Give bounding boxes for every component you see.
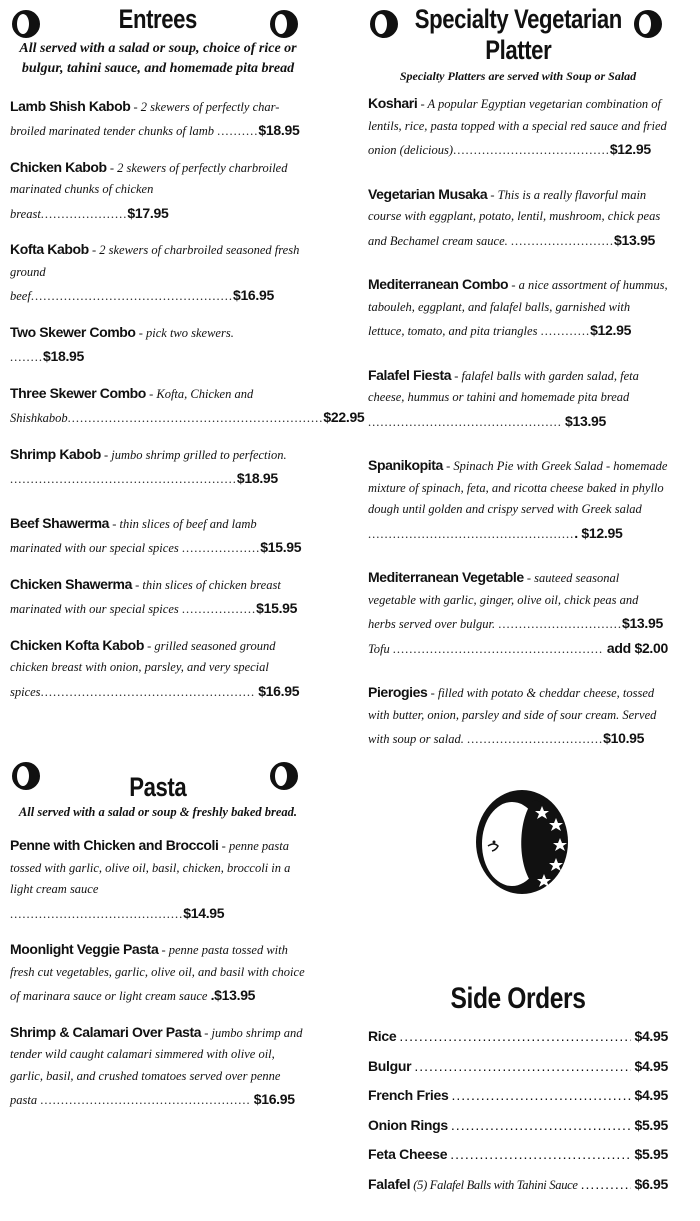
side-item — [368, 1028, 668, 1058]
menu-item: Koshari - A popular Egyptian vegetarian combination of lentils, rice, pasta topped with a special red sauce and fried onion (delicious)......................................$12.95 — [368, 95, 667, 158]
sides-list — [368, 1028, 668, 1205]
pasta-subtitle: All served with a salad or soup & freshly baked bread. — [18, 805, 298, 820]
side-item-name: Onion Rings — [368, 1116, 448, 1133]
item-price: $12.95 — [609, 141, 651, 158]
side-item — [368, 1146, 668, 1176]
item-price: $15.95 — [256, 600, 298, 617]
side-item-price: $6.95 — [634, 1175, 668, 1192]
item-description: - falafel balls with garden salad, feta cheese, hummus or tahini and homemade pita bread — [368, 368, 639, 405]
item-name: Koshari — [368, 95, 418, 112]
item-name: Mediterranean Vegetable — [368, 569, 524, 586]
item-name: Kofta Kabob — [10, 241, 89, 258]
pasta-section — [10, 760, 306, 1112]
item-name: Chicken Shawerma — [10, 575, 132, 592]
item-description: - penne pasta tossed with garlic, olive oil, basil, chicken, broccoli in a light cream sauce — [10, 839, 291, 897]
item-description: - jumbo shrimp grilled to perfection. — [100, 447, 287, 462]
item-price: $22.95 — [323, 409, 365, 426]
item-description: - A popular Egyptian vegetarian combination of lentils, rice, pasta topped with a special red sauce and fried onion (delicious) — [368, 97, 667, 158]
item-name: Vegetarian Musaka — [368, 185, 488, 202]
menu-item: Beef Shawerma - thin slices of beef and lamb marinated with our special spices ...................$15.95 — [10, 514, 302, 556]
item-price: $18.95 — [258, 122, 300, 139]
side-item-price: $5.95 — [634, 1146, 668, 1162]
item-name: Shrimp Kabob — [10, 445, 101, 462]
side-item-price: $4.95 — [634, 1087, 668, 1103]
item-name: Two Skewer Combo — [10, 323, 136, 340]
entrees-subtitle: All served with a salad or soup, choice of rice or bulgur, tahini sauce, and homemade pita bread — [19, 41, 297, 77]
item-price: $16.95 — [232, 287, 274, 304]
item-description: - thin slices of chicken breast marinated with our special spices — [10, 577, 281, 617]
item-description: - Kofta, Chicken and Shishkabob — [10, 386, 254, 426]
side-item-price: $5.95 — [634, 1116, 668, 1133]
item-name: Moonlight Veggie Pasta — [10, 941, 159, 958]
item-price: $17.95 — [127, 204, 169, 221]
pasta-title: Pasta — [129, 772, 187, 802]
menu-item: Shrimp & Calamari Over Pasta - jumbo shrimp and tender wild caught calamari simmered with olive oil, garlic, basil, and crushed tomatoes served over penne pasta ................................................... $16.95 — [10, 1023, 303, 1108]
menu-item: Shrimp Kabob - jumbo shrimp grilled to perfection. .......................................................$18.95 — [10, 445, 287, 487]
menu-item: Chicken Kabob - 2 skewers of perfectly charbroiled marinated chunks of chicken breast.....................$17.95 — [10, 158, 288, 221]
item-description: - jumbo shrimp and tender wild caught calamari simmered with olive oil, garlic, basil, and crushed tomatoes served over penne pasta — [10, 1025, 303, 1108]
item-description: - a nice assortment of hummus, tabouleh, eggplant, and falafel balls, garnished with lettuce, tomato, and pita triangles — [368, 278, 668, 339]
moon-icon — [12, 10, 40, 38]
moon-icon — [270, 10, 298, 38]
menu-item: Penne with Chicken and Broccoli - penne pasta tossed with garlic, olive oil, basil, chicken, broccoli in a light cream sauce ..........................................$14.95 — [10, 837, 291, 921]
entrees-title: Entrees — [118, 4, 198, 34]
item-price: $13.95 — [565, 412, 607, 429]
side-item — [368, 1087, 668, 1117]
side-item-name: Bulgur — [368, 1057, 412, 1074]
menu-item: Mediterranean Combo - a nice assortment of hummus, tabouleh, eggplant, and falafel balls, garnished with lettuce, tomato, and pita triangles ............$12.95 — [368, 276, 668, 339]
item-price: $13.95 — [621, 615, 663, 632]
side-item-name: Falafel — [368, 1175, 411, 1192]
entrees-section — [10, 4, 365, 703]
moon-icon — [370, 10, 398, 38]
item-name: Beef Shawerma — [10, 514, 110, 531]
item-description: - grilled seasoned ground chicken breast with onion, parsley, and very special spices — [10, 638, 276, 699]
item-name: Lamb Shish Kabob — [10, 97, 131, 114]
menu-item: Three Skewer Combo - Kofta, Chicken and Shishkabob..............................................................$22.95 — [10, 384, 365, 426]
menu-item: Lamb Shish Kabob - 2 skewers of perfectly char-broiled marinated tender chunks of lamb ..........$18.95 — [10, 97, 300, 139]
item-price: $16.95 — [253, 1091, 295, 1108]
menu-item — [10, 937, 306, 1008]
vegetarian-header — [368, 4, 668, 66]
side-item-note: (5) Falafel Balls with Tahini Sauce — [413, 1177, 578, 1192]
vegetarian-title-line2: Platter — [484, 35, 552, 66]
item-description: - Spinach Pie with Greek Salad - homemade mixture of spinach, feta, and ricotta cheese baked in phyllo dough until golden and crispy served with Greek salad — [368, 459, 668, 517]
menu-item: Chicken Shawerma - thin slices of chicken breast marinated with our special spices ..................$15.95 — [10, 575, 298, 617]
menu-item: Mediterranean Vegetable - sauteed seasonal vegetable with garlic, ginger, olive oil, chick peas and herbs served over bulgur. ..............................$13.95 Tofu ..... add $2.00 — [368, 565, 668, 660]
item-price: $18.95 — [43, 348, 85, 365]
item-addon — [368, 636, 668, 661]
side-item — [368, 1176, 668, 1206]
item-price: $14.95 — [183, 904, 225, 921]
item-description: - pick two skewers. — [135, 325, 234, 340]
side-item-name: Feta Cheese — [368, 1146, 448, 1162]
side-item — [368, 1058, 668, 1088]
menu-item: Vegetarian Musaka - This is a really flavorful main course with eggplant, potato, lentil, mushroom, chick peas and Bechamel cream sauce. .........................$13.95 — [368, 185, 661, 248]
addon-label: Tofu — [368, 641, 390, 656]
item-name: Penne with Chicken and Broccoli — [10, 837, 219, 854]
item-price: $16.95 — [258, 682, 300, 699]
side-item-name: French Fries — [368, 1087, 449, 1103]
sides-section — [368, 982, 668, 1205]
item-description: - thin slices of beef and lamb marinated with our special spices — [10, 516, 257, 556]
item-description: - 2 skewers of perfectly char-broiled marinated tender chunks of lamb — [10, 99, 280, 139]
moon-icon — [270, 762, 298, 790]
pasta-header — [10, 760, 306, 803]
menu-item: Chicken Kofta Kabob - grilled seasoned ground chicken breast with onion, parsley, and very special spices.................................................... $16.95 — [10, 636, 300, 699]
item-description: - This is a really flavorful main course with eggplant, potato, lentil, mushroom, chick peas and Bechamel cream sauce. — [368, 187, 661, 248]
item-name: Mediterranean Combo — [368, 276, 509, 293]
menu-item: Pierogies - filled with potato & cheddar cheese, tossed with butter, onion, parsley and side of sour cream. Served with soup or salad. .................................$10.95 — [368, 684, 657, 747]
moon-icon — [12, 762, 40, 790]
side-item-price: $4.95 — [634, 1057, 668, 1074]
item-name: Pierogies — [368, 684, 428, 701]
vegetarian-title-line1: Specialty Vegetarian — [414, 4, 622, 34]
vegetarian-section — [368, 4, 668, 751]
vegetarian-list — [368, 91, 668, 751]
item-name: Shrimp & Calamari Over Pasta — [10, 1023, 202, 1040]
item-price: $18.95 — [236, 470, 278, 487]
item-price: $10.95 — [603, 730, 645, 747]
item-price: $13.95 — [614, 231, 656, 248]
item-description: - sauteed seasonal vegetable with garlic, ginger, olive oil, chick peas and herbs served over bulgur. — [368, 571, 639, 632]
item-description: - 2 skewers of perfectly charbroiled marinated chunks of chicken breast — [10, 160, 288, 221]
item-price: .$13.95 — [210, 987, 256, 1004]
entrees-header — [10, 4, 306, 35]
item-name: Spanikopita — [368, 457, 443, 474]
item-name: Falafel Fiesta — [368, 366, 452, 383]
item-price: $15.95 — [260, 539, 302, 556]
vegetarian-subtitle: Specialty Platters are served with Soup or Salad — [399, 69, 637, 84]
side-item-name: Rice — [368, 1028, 397, 1044]
entrees-list — [10, 94, 365, 704]
item-description: - 2 skewers of charbroiled seasoned fresh ground beef — [10, 243, 300, 304]
addon-price: add $2.00 — [606, 639, 668, 656]
item-name: Chicken Kofta Kabob — [10, 636, 144, 653]
item-description: - penne pasta tossed with fresh cut vegetables, garlic, olive oil, and basil with choice of marinara sauce or light cream sauce — [10, 943, 305, 1004]
crescent-moon-stars-logo — [472, 786, 572, 898]
menu-item: Falafel Fiesta - falafel balls with garden salad, feta cheese, hummus or tahini and homemade pita bread ............................................... $13.95 — [368, 366, 639, 429]
pasta-list — [10, 833, 306, 1112]
moon-icon — [634, 10, 662, 38]
side-item-price: $4.95 — [634, 1028, 668, 1044]
item-description: - filled with potato & cheddar cheese, tossed with butter, onion, parsley and side of sour cream. Served with soup or salad. — [368, 686, 657, 747]
menu-item: Two Skewer Combo - pick two skewers. ........$18.95 — [10, 323, 234, 365]
sides-title: Side Orders — [450, 982, 586, 1015]
side-item — [368, 1117, 668, 1147]
item-price: $12.95 — [590, 322, 632, 339]
menu-item: Kofta Kabob - 2 skewers of charbroiled seasoned fresh ground beef.................................................$16.95 — [10, 241, 300, 304]
item-name: Three Skewer Combo — [10, 384, 146, 401]
menu-item: Spanikopita - Spinach Pie with Greek Salad - homemade mixture of spinach, feta, and ricotta cheese baked in phyllo dough until golden and crispy served with Greek salad ................................................... $12.95 — [368, 457, 668, 541]
item-price: . $12.95 — [574, 524, 623, 541]
item-name: Chicken Kabob — [10, 158, 107, 175]
